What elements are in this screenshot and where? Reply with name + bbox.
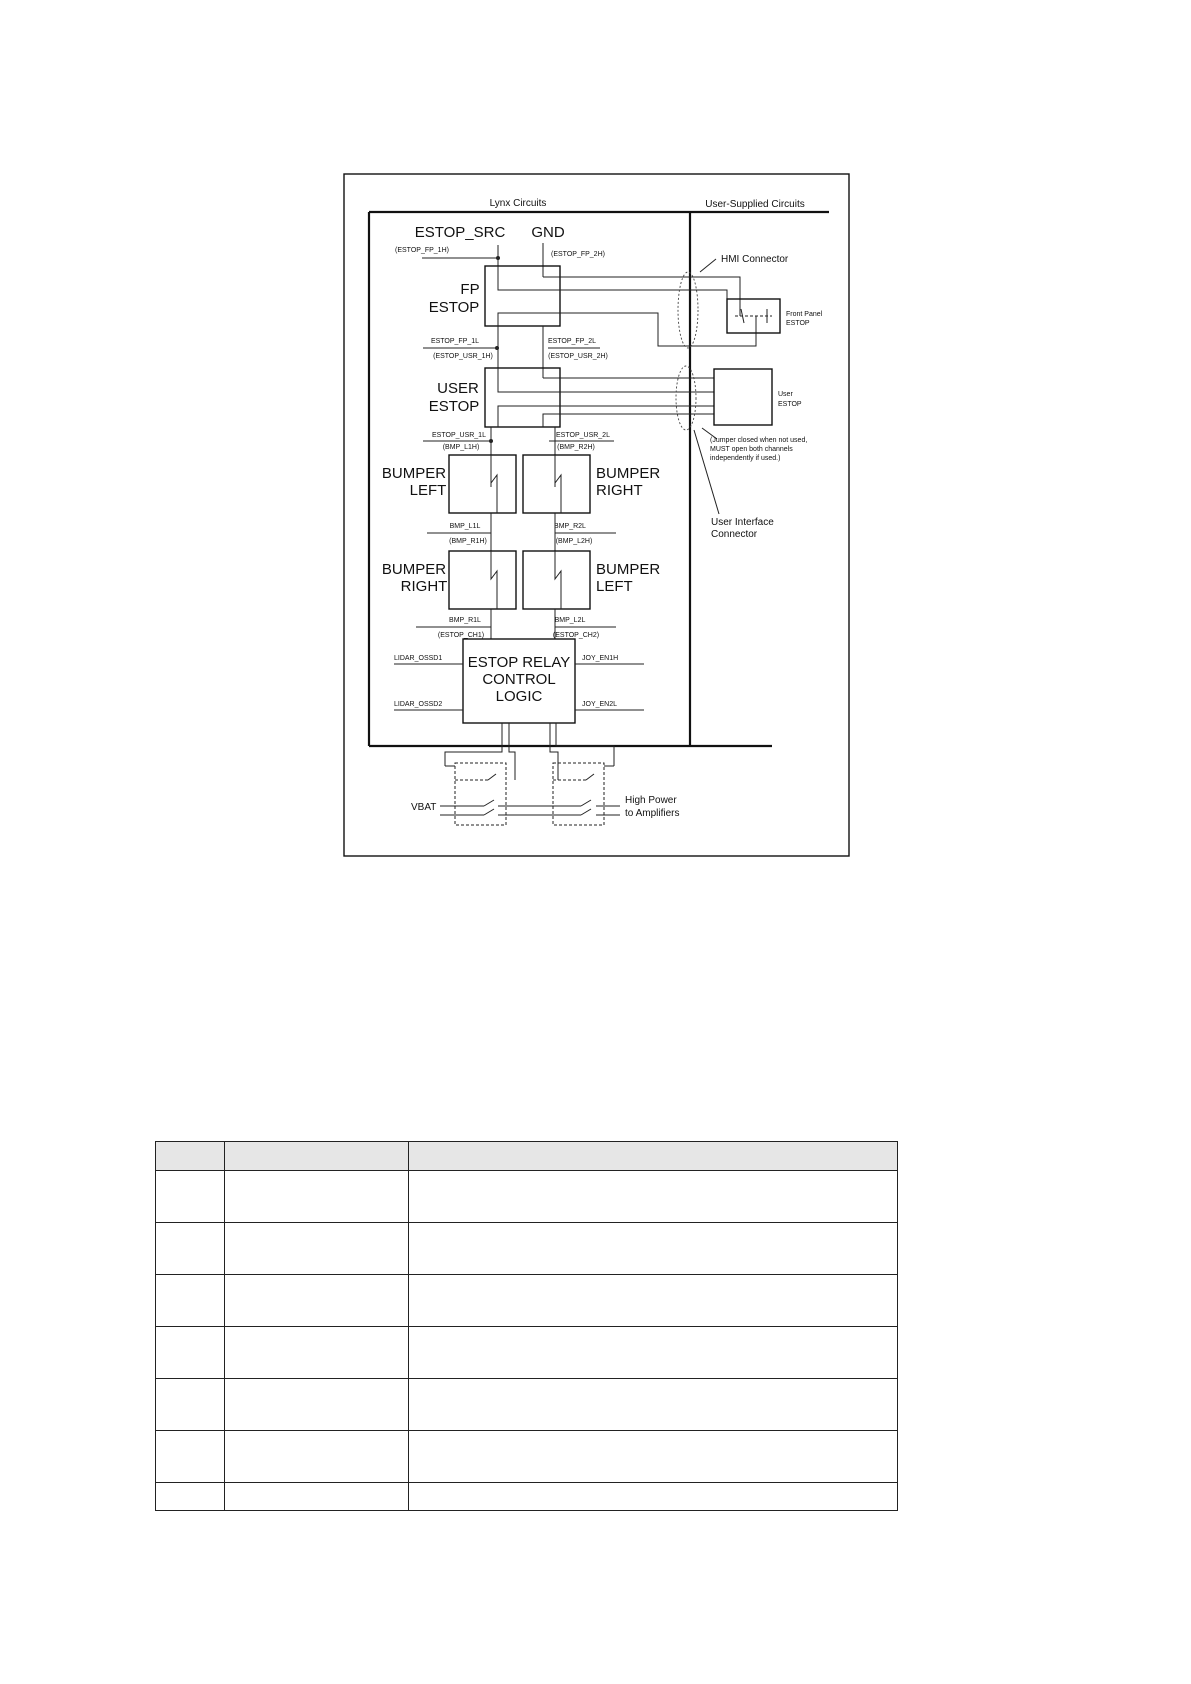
fp-estop-box (485, 266, 560, 326)
table-cell (409, 1171, 898, 1223)
table-cell (156, 1483, 225, 1511)
table-cell (409, 1327, 898, 1379)
hmi-connector-ellipse (678, 272, 698, 348)
table-cell (225, 1379, 409, 1431)
lynx-circuits-label: Lynx Circuits (489, 198, 547, 209)
joy-en1h-label: JOY_EN1H (582, 655, 619, 662)
fp-estop-label-1: FP (460, 281, 480, 298)
relay-2-box (553, 763, 604, 825)
table-row (156, 1483, 898, 1511)
lidar-ossd2-label: LIDAR_OSSD2 (394, 701, 443, 708)
bumper-left-top-2: LEFT (409, 482, 447, 499)
uic-label-1: User Interface (711, 517, 774, 528)
bmp-l2h-label: (BMP_L2H) (555, 538, 593, 545)
bmp-r2l-label: BMP_R2L (554, 523, 586, 530)
user-circuits-label: User-Supplied Circuits (705, 199, 805, 210)
table-row (156, 1223, 898, 1275)
table-cell (156, 1171, 225, 1223)
table-cell (156, 1275, 225, 1327)
table-row (156, 1327, 898, 1379)
fp-estop-label-2: ESTOP (428, 299, 480, 316)
relay-label-3: LOGIC (495, 688, 543, 705)
table-cell (156, 1431, 225, 1483)
relay-label-1: ESTOP RELAY (467, 654, 571, 671)
bumper-left-top-box (449, 455, 516, 513)
table-cell (409, 1223, 898, 1275)
bumper-left-bot-2: LEFT (596, 578, 633, 595)
table-cell (156, 1379, 225, 1431)
user-estop-label-2: ESTOP (428, 398, 480, 415)
estop-usr-2h-label: (ESTOP_USR_2H) (548, 353, 608, 360)
bmp-r1l-label: BMP_R1L (449, 617, 481, 624)
front-panel-label-1: Front Panel (786, 311, 823, 318)
high-power-label-2: to Amplifiers (625, 808, 680, 819)
pin-table (155, 1141, 898, 1511)
bumper-right-top-box (523, 455, 590, 513)
uic-label-2: Connector (711, 529, 758, 540)
table-row (156, 1431, 898, 1483)
high-power-label-1: High Power (625, 795, 677, 806)
estop-fp-1h-label: (ESTOP_FP_1H) (395, 247, 449, 254)
gnd-label: GND (531, 224, 565, 241)
jumper-note-2: MUST open both channels (710, 446, 793, 453)
bumper-right-bot-box (449, 551, 516, 609)
bumper-left-top-1: BUMPER (381, 465, 447, 482)
user-estop-label-1: USER (437, 380, 479, 397)
bmp-r1h-label: (BMP_R1H) (449, 538, 487, 545)
user-block-label-1: User (778, 391, 793, 398)
table-cell (225, 1275, 409, 1327)
vbat-label: VBAT (411, 802, 437, 813)
table-row (156, 1379, 898, 1431)
table-header-cell-2 (225, 1142, 409, 1171)
user-interface-connector-ellipse (676, 366, 696, 430)
estop-fp-1l-label: ESTOP_FP_1L (430, 338, 480, 345)
table-cell (225, 1171, 409, 1223)
estop-usr-1l-label: ESTOP_USR_1L (432, 432, 486, 439)
front-panel-label-2: ESTOP (786, 320, 810, 327)
estop-usr-1h-label: (ESTOP_USR_1H) (433, 353, 493, 360)
user-estop-box (485, 368, 560, 427)
user-block-label-2: ESTOP (778, 401, 802, 408)
jumper-note-1: (Jumper closed when not used, (710, 437, 808, 444)
bmp-l1l-label: BMP_L1L (449, 523, 481, 530)
lidar-ossd1-label: LIDAR_OSSD1 (394, 655, 443, 662)
table-cell (225, 1431, 409, 1483)
table-cell (156, 1223, 225, 1275)
table-cell (156, 1327, 225, 1379)
table-cell (409, 1275, 898, 1327)
relay-label-2: CONTROL (482, 671, 556, 688)
joy-en2l-label: JOY_EN2L (582, 701, 618, 708)
table-cell (409, 1379, 898, 1431)
estop-fp-2h-label: (ESTOP_FP_2H) (551, 251, 605, 258)
estop-fp-2l-label: ESTOP_FP_2L (547, 338, 597, 345)
front-panel-estop-box (727, 299, 780, 333)
bmp-l1h-label: (BMP_L1H) (442, 444, 480, 451)
estop-src-label: ESTOP_SRC (414, 224, 506, 241)
bumper-right-top-2: RIGHT (596, 482, 643, 499)
table-header-cell-1 (156, 1142, 225, 1171)
table-row (156, 1275, 898, 1327)
user-estop-block (714, 369, 772, 425)
hmi-connector-label: HMI Connector (721, 254, 789, 265)
table-cell (225, 1223, 409, 1275)
bumper-left-bot-box (523, 551, 590, 609)
table-header-cell-3 (409, 1142, 898, 1171)
table-row (156, 1171, 898, 1223)
table-cell (225, 1483, 409, 1511)
table-cell (225, 1327, 409, 1379)
bumper-right-bot-1: BUMPER (381, 561, 447, 578)
relay-1-box (455, 763, 506, 825)
bumper-right-top-1: BUMPER (596, 465, 661, 482)
table-header-row (156, 1142, 898, 1171)
bumper-left-bot-1: BUMPER (596, 561, 661, 578)
estop-usr-2l-label: ESTOP_USR_2L (556, 432, 610, 439)
table-cell (409, 1483, 898, 1511)
figure-frame (344, 174, 849, 856)
bmp-l2l-label: BMP_L2L (554, 617, 586, 624)
bmp-r2h-label: (BMP_R2H) (557, 444, 595, 451)
estop-ch1-label: (ESTOP_CH1) (437, 632, 485, 639)
table-cell (409, 1431, 898, 1483)
estop-ch2-label: (ESTOP_CH2) (552, 632, 600, 639)
jumper-note-3: independently if used.) (710, 455, 781, 462)
bumper-right-bot-2: RIGHT (400, 578, 448, 595)
